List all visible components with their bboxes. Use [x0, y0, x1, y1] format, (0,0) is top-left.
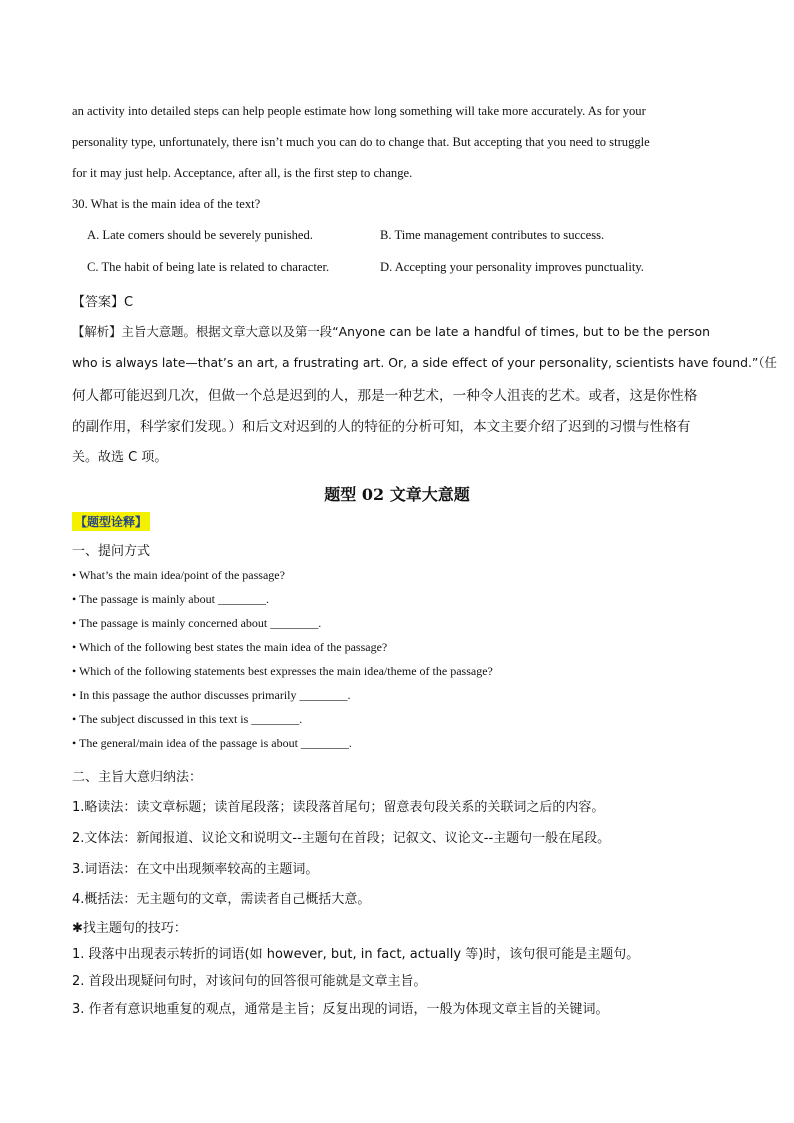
bullet-item: • What’s the main idea/point of the passage? [72, 568, 285, 582]
option-d: D. Accepting your personality improves punctuality. [380, 260, 644, 274]
method-item: 3.词语法：在文中出现频率较高的主题词。 [72, 862, 319, 877]
bullet-item: • Which of the following best states the main idea of the passage? [72, 640, 388, 654]
bullet-item: • The passage is mainly concerned about ________. [72, 616, 322, 630]
passage-line: for it may just help. Acceptance, after all, is the first step to change. [72, 166, 413, 180]
passage-line: an activity into detailed steps can help people estimate how long something will take more accurately. As for your [72, 104, 646, 118]
section-tag: 【题型诠释】 [72, 512, 150, 531]
bullet-item: • Which of the following statements best expresses the main idea/theme of the passage? [72, 664, 493, 678]
bullet-item: • The subject discussed in this text is ________. [72, 712, 303, 726]
method-item: 4.概括法：无主题句的文章，需读者自己概括大意。 [72, 892, 371, 907]
analysis-line: 【解析】主旨大意题。根据文章大意以及第一段“Anyone can be late a handful of times, but to be the person [72, 324, 710, 339]
analysis-line: 的副作用，科学家们发现。）和后文对迟到的人的特征的分析可知，本文主要介绍了迟到的习惯与性格有 [72, 419, 691, 435]
option-c: C. The habit of being late is related to character. [87, 260, 330, 274]
question-stem: 30. What is the main idea of the text? [72, 197, 261, 211]
answer-label: 【答案】C [72, 295, 134, 310]
option-a: A. Late comers should be severely punished. [87, 228, 313, 242]
bullet-item: • The passage is mainly about ________. [72, 592, 269, 606]
tip-item: 1. 段落中出现表示转折的词语(如 however, but, in fact, actually 等)时，该句很可能是主题句。 [72, 947, 640, 962]
analysis-line: who is always late—that’s an art, a frustrating art. Or, a side effect of your personality, scientists have found.”（任 [72, 355, 777, 370]
passage-line: personality type, unfortunately, there isn’t much you can do to change that. But accepting that you need to struggle [72, 135, 650, 149]
bullet-item: • The general/main idea of the passage is about ________. [72, 736, 352, 750]
bullet-item: • In this passage the author discusses primarily ________. [72, 688, 351, 702]
heading-question-forms: 一、提问方式 [72, 544, 151, 559]
method-item: 1.略读法：读文章标题；读首尾段落；读段落首尾句；留意表句段关系的关联词之后的内容。 [72, 800, 605, 815]
heading-methods: 二、主旨大意归纳法： [72, 770, 203, 785]
tip-item: 2. 首段出现疑问句时，对该问句的回答很可能就是文章主旨。 [72, 974, 427, 989]
method-item: 2.文体法：新闻报道、议论文和说明文--主题句在首段；记叙文、议论文--主题句一般在尾段。 [72, 831, 611, 846]
tip-item: 3. 作者有意识地重复的观点，通常是主旨；反复出现的词语，一般为体现文章主旨的关键词。 [72, 1002, 609, 1017]
option-b: B. Time management contributes to success. [380, 228, 605, 242]
analysis-line: 关。故选 C 项。 [72, 450, 168, 465]
section-title: 题型 02 文章大意题 [324, 485, 470, 504]
tips-heading: ✱找主题句的技巧： [72, 921, 187, 936]
analysis-line: 何人都可能迟到几次，但做一个总是迟到的人，那是一种艺术，一种令人沮丧的艺术。或者，这是你性格 [72, 388, 698, 404]
